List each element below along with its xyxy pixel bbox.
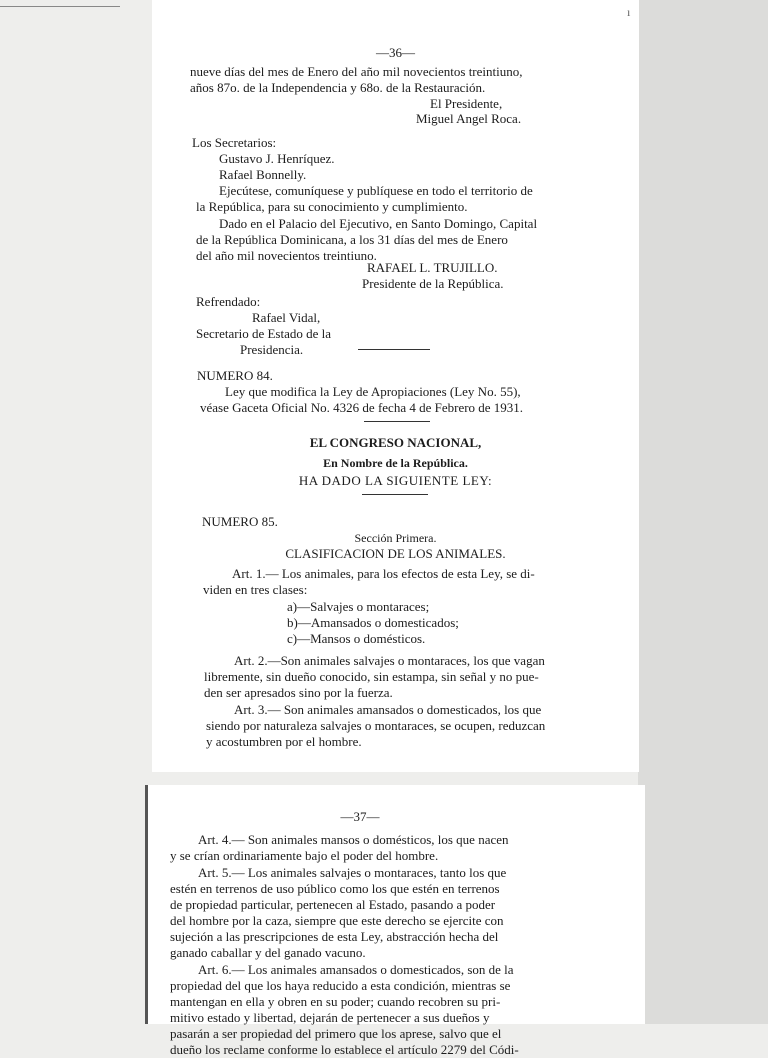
art1-line-2: viden en tres clases:: [203, 582, 308, 597]
president-name: Miguel Angel Roca.: [416, 111, 522, 126]
art6-line-4: mitivo estado y libertad, dejarán de pertenecer a sus dueños y: [170, 1010, 490, 1025]
in-name-heading: En Nombre de la República.: [323, 456, 468, 470]
art5-line-6: ganado caballar y del ganado vacuno.: [170, 945, 366, 960]
signer-title: Presidente de la República.: [362, 276, 504, 291]
class-a: a)—Salvajes o montaraces;: [287, 599, 430, 614]
class-c: c)—Mansos o domésticos.: [287, 631, 426, 646]
art6-line-5: pasarán a ser propiedad del primero que los aprese, salvo que el: [170, 1026, 502, 1041]
section-heading: Sección Primera.: [354, 531, 437, 545]
secretary-1: Gustavo J. Henríquez.: [219, 151, 335, 166]
numero-84-text-1: Ley que modifica la Ley de Apropiaciones (Ley No. 55),: [225, 384, 521, 399]
execute-line-2: la República, para su conocimiento y cumplimiento.: [196, 199, 468, 214]
art5-line-4: del hombre por la caza, siempre que este derecho se ejercite con: [170, 913, 504, 928]
refrendado-title-1: Secretario de Estado de la: [196, 326, 331, 341]
page-36: [152, 0, 639, 772]
art5-line-1: Art. 5.— Los animales salvajes o montaraces, tanto los que: [198, 865, 507, 880]
scan-edge-line: [0, 6, 120, 7]
secretary-2: Rafael Bonnelly.: [219, 167, 307, 182]
art6-line-3: mantengan en ella y obren en su poder; cuando recobren su pri-: [170, 994, 501, 1009]
numero-85: NUMERO 85.: [202, 514, 278, 529]
art2-line-2: libremente, sin dueño conocido, sin estampa, sin señal y no pue-: [204, 669, 539, 684]
refrendado-label: Refrendado:: [196, 294, 261, 309]
edge-mark: ı: [627, 5, 631, 19]
divider: [364, 421, 430, 422]
congress-heading: EL CONGRESO NACIONAL,: [309, 435, 482, 450]
divider: [358, 349, 430, 350]
art4-line-2: y se crían ordinariamente bajo el poder del hombre.: [170, 848, 439, 863]
classification-heading: CLASIFICACION DE LOS ANIMALES.: [285, 546, 506, 561]
enacted-heading: HA DADO LA SIGUIENTE LEY:: [298, 473, 493, 488]
intro-line-1: nueve días del mes de Enero del año mil novecientos treintiuno,: [190, 64, 523, 79]
page-37: [145, 785, 645, 1057]
president-title: El Presidente,: [430, 96, 503, 111]
numero-84: NUMERO 84.: [197, 368, 273, 383]
art2-line-3: den ser apresados sino por la fuerza.: [204, 685, 393, 700]
art3-line-1: Art. 3.— Son animales amansados o domesticados, los que: [234, 702, 542, 717]
signer-name: RAFAEL L. TRUJILLO.: [367, 260, 498, 275]
art2-line-1: Art. 2.—Son animales salvajes o montaraces, los que vagan: [234, 653, 545, 668]
refrendado-title-2: Presidencia.: [240, 342, 304, 357]
background-strip: [638, 0, 768, 1024]
intro-line-2: años 87o. de la Independencia y 68o. de la Restauración.: [190, 80, 486, 95]
art5-line-5: sujeción a las prescripciones de esta Ley, abstracción hecha del: [170, 929, 499, 944]
art5-line-2: estén en terrenos de uso público como los que estén en terrenos: [170, 881, 500, 896]
given-line-3: del año mil novecientos treintiuno.: [196, 248, 377, 263]
secretaries-label: Los Secretarios:: [192, 135, 277, 150]
execute-line-1: Ejecútese, comuníquese y publíquese en todo el territorio de: [219, 183, 533, 198]
page-number: —36—: [376, 45, 415, 60]
art5-line-3: de propiedad particular, pertenecen al Estado, pasando a poder: [170, 897, 496, 912]
art4-line-1: Art. 4.— Son animales mansos o domésticos, los que nacen: [198, 832, 509, 847]
art6-line-1: Art. 6.— Los animales amansados o domesticados, son de la: [198, 962, 514, 977]
given-line-1: Dado en el Palacio del Ejecutivo, en Santo Domingo, Capital: [219, 216, 538, 231]
divider: [362, 494, 428, 495]
art3-line-2: siendo por naturaleza salvajes o montaraces, se ocupen, reduzcan: [206, 718, 546, 733]
numero-84-text-2: véase Gaceta Oficial No. 4326 de fecha 4 de Febrero de 1931.: [200, 400, 524, 415]
art6-line-6: dueño los reclame conforme lo establece el artículo 2279 del Códi-: [170, 1042, 519, 1057]
art1-line-1: Art. 1.— Los animales, para los efectos de esta Ley, se di-: [232, 566, 535, 581]
given-line-2: de la República Dominicana, a los 31 días del mes de Enero: [196, 232, 508, 247]
art6-line-2: propiedad del que los haya reducido a esta condición, mientras se: [170, 978, 511, 993]
class-b: b)—Amansados o domesticados;: [287, 615, 459, 630]
page-number: —37—: [340, 809, 380, 824]
refrendado-name: Rafael Vidal,: [252, 310, 321, 325]
art3-line-3: y acostumbren por el hombre.: [206, 734, 362, 749]
